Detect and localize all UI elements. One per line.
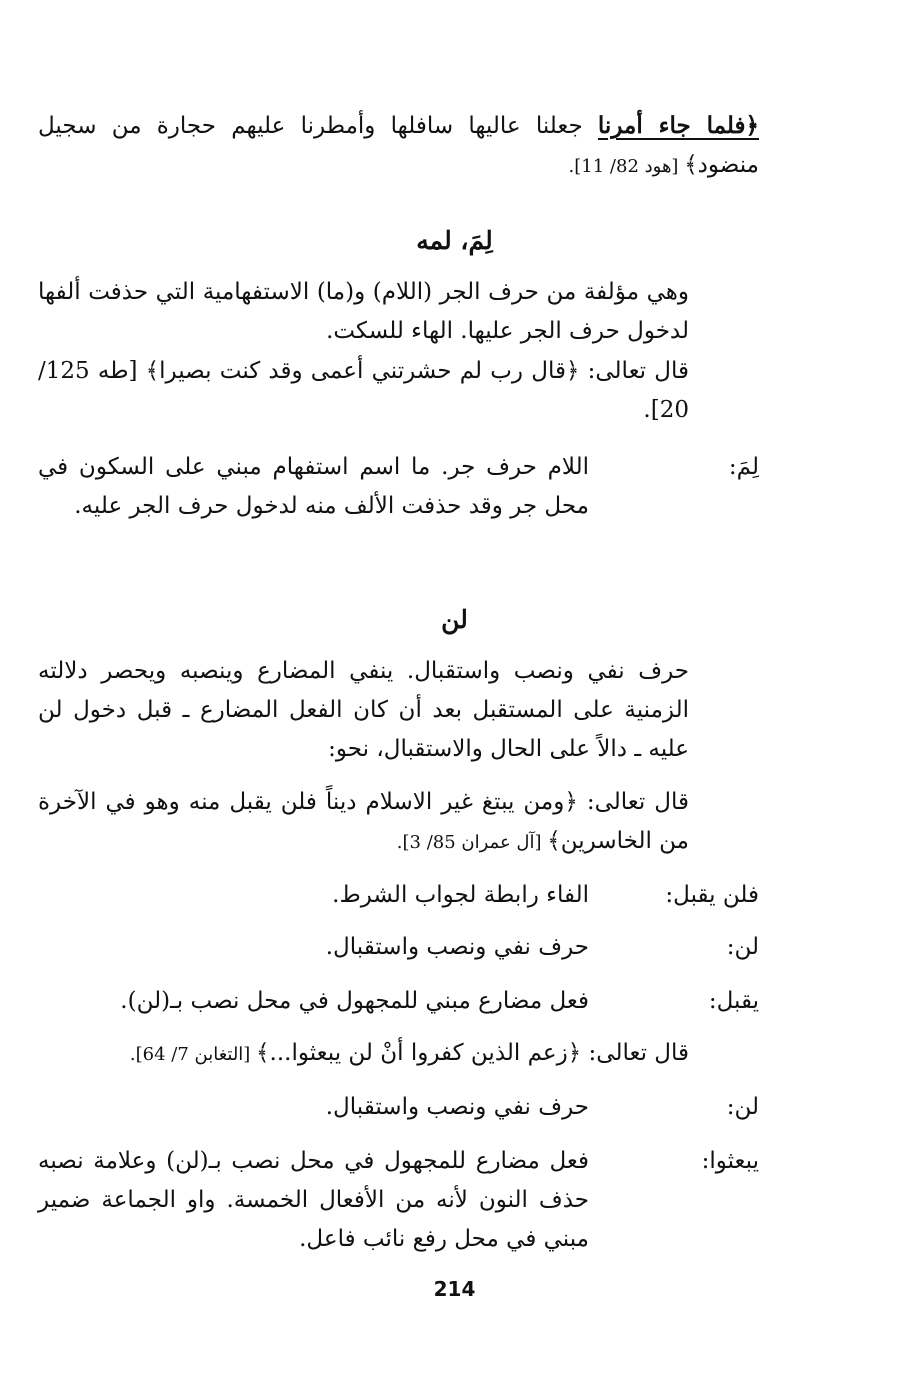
example-text: قال تعالى: ﴿زعم الذين كفروا أنْ لن يبعثوا...﴾ <box>256 1040 689 1066</box>
example-reference: [آل عمران 85/ 3]. <box>396 832 548 853</box>
analysis-term: لن: <box>726 1094 759 1120</box>
analysis-term: يبعثوا: <box>701 1148 759 1174</box>
analysis-definition: الفاء رابطة لجواب الشرط. <box>332 882 589 908</box>
quote-underlined-text: ﴿فلما جاء أمرنا <box>597 112 759 139</box>
page-number: 214 <box>433 1277 476 1301</box>
quote-reference: [هود 82/ 11]. <box>568 156 685 177</box>
analysis-term: يقبل: <box>708 988 759 1014</box>
quran-quote-hud <box>38 106 759 186</box>
analysis-definition: حرف نفي ونصب واستقبال. <box>325 1094 589 1120</box>
analysis-term: لِمَ: <box>728 454 759 480</box>
lima-analysis-entry <box>38 448 759 568</box>
lan-analysis-entry <box>38 928 759 968</box>
example-reference: [التغابن 7/ 64]. <box>129 1044 257 1065</box>
lima-example: قال تعالى: ﴿قال رب لم حشرتني أعمى وقد كنت بصيرا﴾ [طه 125/ 20]. <box>38 358 689 423</box>
quote-text: جعلنا عاليها سافلها وأمطرنا عليهم حجارة من سجيل منضود﴾ <box>38 113 759 178</box>
lan-example-1 <box>38 783 689 862</box>
section-heading-lima: لِمَ، لمه <box>416 226 493 255</box>
example-text: قال تعالى: ﴿ومن يبتغ غير الاسلام ديناً فلن يقبل منه وهو في الآخرة من الخاسرين﴾ <box>38 789 689 854</box>
analysis-definition: فعل مضارع للمجهول في محل نصب بـ(لن) وعلامة نصبه حذف النون لأنه من الأفعال الخمسة. واو الجماعة ضمير مبني في محل رفع نائب فاعل. <box>38 1148 589 1252</box>
section-heading-lan: لن <box>441 605 468 634</box>
lan-analysis-entry <box>38 1088 759 1128</box>
lan-analysis-entry <box>38 876 759 916</box>
analysis-term: لن: <box>726 934 759 960</box>
analysis-definition: حرف نفي ونصب واستقبال. <box>325 934 589 960</box>
analysis-definition: اللام حرف جر. ما اسم استفهام مبني على السكون في محل جر وقد حذفت الألف منه لدخول حرف الجر عليه. <box>38 454 589 519</box>
lan-analysis-entry <box>38 982 759 1022</box>
lan-analysis-entry <box>38 1142 759 1267</box>
analysis-term: فلن يقبل: <box>665 882 759 908</box>
lima-explanation: وهي مؤلفة من حرف الجر (اللام) و(ما) الاستفهامية التي حذفت ألفها لدخول حرف الجر عليها. الهاء للسكت. <box>38 279 689 344</box>
analysis-definition: فعل مضارع مبني للمجهول في محل نصب بـ(لن). <box>120 988 589 1014</box>
lan-example-2 <box>38 1034 689 1074</box>
lan-explanation: حرف نفي ونصب واستقبال. ينفي المضارع وينصبه ويحصر دلالته الزمنية على المستقبل بعد أن كان الفعل المضارع ـ قبل دخول لن عليه ـ دالاً على الحال والاستقبال، نحو: <box>38 658 689 762</box>
